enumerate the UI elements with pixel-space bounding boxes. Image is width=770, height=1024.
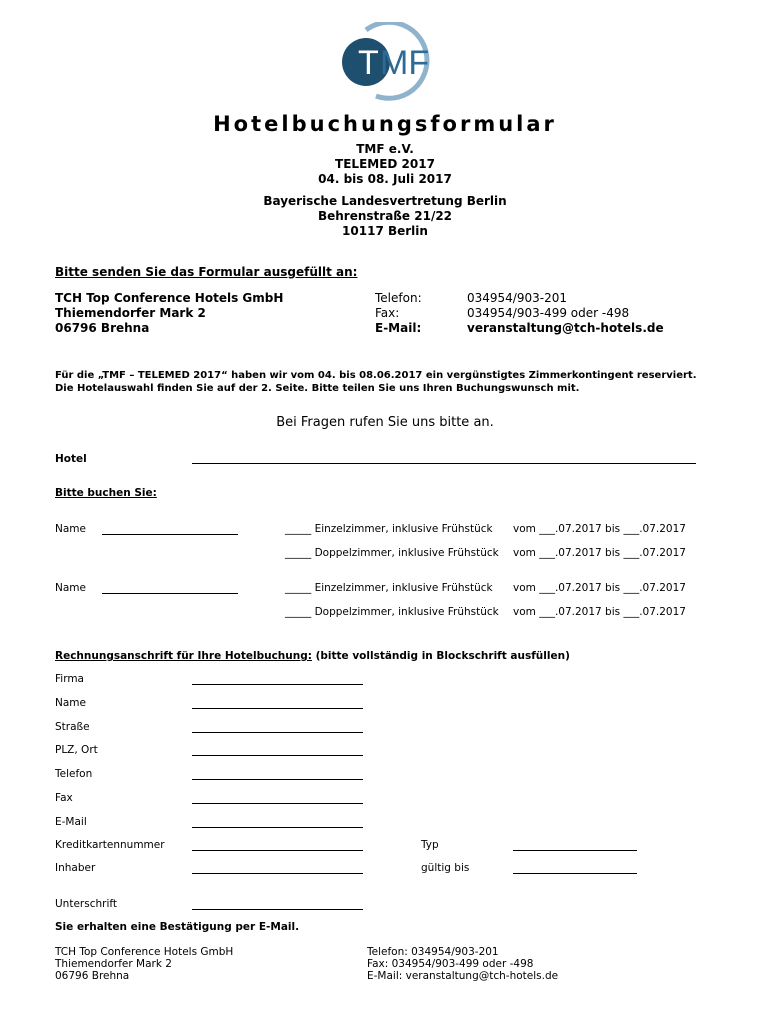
billing-card-number-line[interactable] [192,850,363,851]
billing-name-line[interactable] [192,708,363,709]
tmf-logo [336,22,448,102]
billing-label-name: Name [55,697,86,709]
billing-card-type-line[interactable] [513,850,637,851]
contact-phone-label: Telefon: [375,291,422,305]
hotel-input-line[interactable] [192,463,696,464]
svg-text:MF: MF [380,44,430,82]
guest-2-double-room[interactable]: _____ Doppelzimmer, inklusive Frühstück [285,606,499,618]
footer-phone: Telefon: 034954/903-201 [367,946,499,958]
billing-phone-line[interactable] [192,779,363,780]
billing-label-street: Straße [55,721,90,733]
contact-fax: 034954/903-499 oder -498 [467,306,630,320]
billing-label-email: E-Mail [55,816,87,828]
contact-company: TCH Top Conference Hotels GmbH [55,291,284,305]
guest-1-single-dates[interactable]: vom ___.07.2017 bis ___.07.2017 [513,523,686,535]
billing-label-holder: Inhaber [55,862,96,874]
guest-2-single-room[interactable]: _____ Einzelzimmer, inklusive Frühstück [285,582,493,594]
billing-email-line[interactable] [192,827,363,828]
event-org: TMF e.V. [356,142,414,156]
contact-email-label: E-Mail: [375,321,422,335]
guest-1-name-line[interactable] [102,534,238,535]
billing-zip-city-line[interactable] [192,755,363,756]
guest-1-double-dates[interactable]: vom ___.07.2017 bis ___.07.2017 [513,547,686,559]
questions-note: Bei Fragen rufen Sie uns bitte an. [276,415,494,430]
send-to-heading: Bitte senden Sie das Formular ausgefüllt an: [55,265,358,279]
guest-1-double-room[interactable]: _____ Doppelzimmer, inklusive Frühstück [285,547,499,559]
footer-email[interactable]: E-Mail: veranstaltung@tch-hotels.de [367,970,559,982]
venue-name: Bayerische Landesvertretung Berlin [263,194,507,208]
svg-text:T: T [358,44,379,82]
event-dates: 04. bis 08. Juli 2017 [318,172,452,186]
contact-phone: 034954/903-201 [467,291,567,305]
billing-company-line[interactable] [192,684,363,685]
guest-1-single-room[interactable]: _____ Einzelzimmer, inklusive Frühstück [285,523,493,535]
billing-label-company: Firma [55,673,84,685]
venue-street: Behrenstraße 21/22 [317,209,453,223]
billing-heading-note: (bitte vollständig in Blockschrift ausfüllen) [311,650,570,662]
footer-city: 06796 Brehna [55,970,130,982]
guest-2-double-dates[interactable]: vom ___.07.2017 bis ___.07.2017 [513,606,686,618]
footer-company: TCH Top Conference Hotels GmbH [55,946,234,958]
contact-fax-label: Fax: [375,306,400,320]
guest-2-name-line[interactable] [102,593,238,594]
contact-street: Thiemendorfer Mark 2 [55,306,206,320]
guest-1-name-label: Name [55,523,86,535]
hotel-label: Hotel [55,453,87,465]
guest-2-single-dates[interactable]: vom ___.07.2017 bis ___.07.2017 [513,582,686,594]
notice-line-2: Die Hotelauswahl finden Sie auf der 2. Seite. Bitte teilen Sie uns Ihren Buchungswunsch mit. [55,383,580,394]
billing-signature-line[interactable] [192,909,363,910]
guest-2-name-label: Name [55,582,86,594]
billing-heading [55,650,570,662]
billing-valid-until-line[interactable] [513,873,637,874]
contact-city: 06796 Brehna [55,321,150,335]
footer-fax: Fax: 034954/903-499 oder -498 [367,958,534,970]
billing-label-card-number: Kreditkartennummer [55,839,165,851]
billing-fax-line[interactable] [192,803,363,804]
billing-label-signature: Unterschrift [55,898,117,910]
event-name: TELEMED 2017 [335,157,435,171]
venue-city: 10117 Berlin [342,224,428,238]
page-title: Hotelbuchungsformular [213,112,557,136]
billing-label-phone: Telefon [55,768,93,780]
confirmation-note: Sie erhalten eine Bestätigung per E-Mail. [55,921,300,933]
contact-email[interactable]: veranstaltung@tch-hotels.de [467,321,664,335]
billing-street-line[interactable] [192,732,363,733]
billing-holder-line[interactable] [192,873,363,874]
notice-line-1: Für die „TMF – TELEMED 2017“ haben wir vom 04. bis 08.06.2017 ein vergünstigtes Zimmerkontingent reserviert. [55,370,697,381]
billing-heading-main: Rechnungsanschrift für Ihre Hotelbuchung: [55,650,312,662]
billing-label-fax: Fax [55,792,73,804]
billing-label-zip-city: PLZ, Ort [55,744,98,756]
billing-label-valid-until: gültig bis [421,862,470,874]
booking-heading: Bitte buchen Sie: [55,487,157,499]
billing-label-card-type: Typ [421,839,439,851]
footer-street: Thiemendorfer Mark 2 [55,958,172,970]
